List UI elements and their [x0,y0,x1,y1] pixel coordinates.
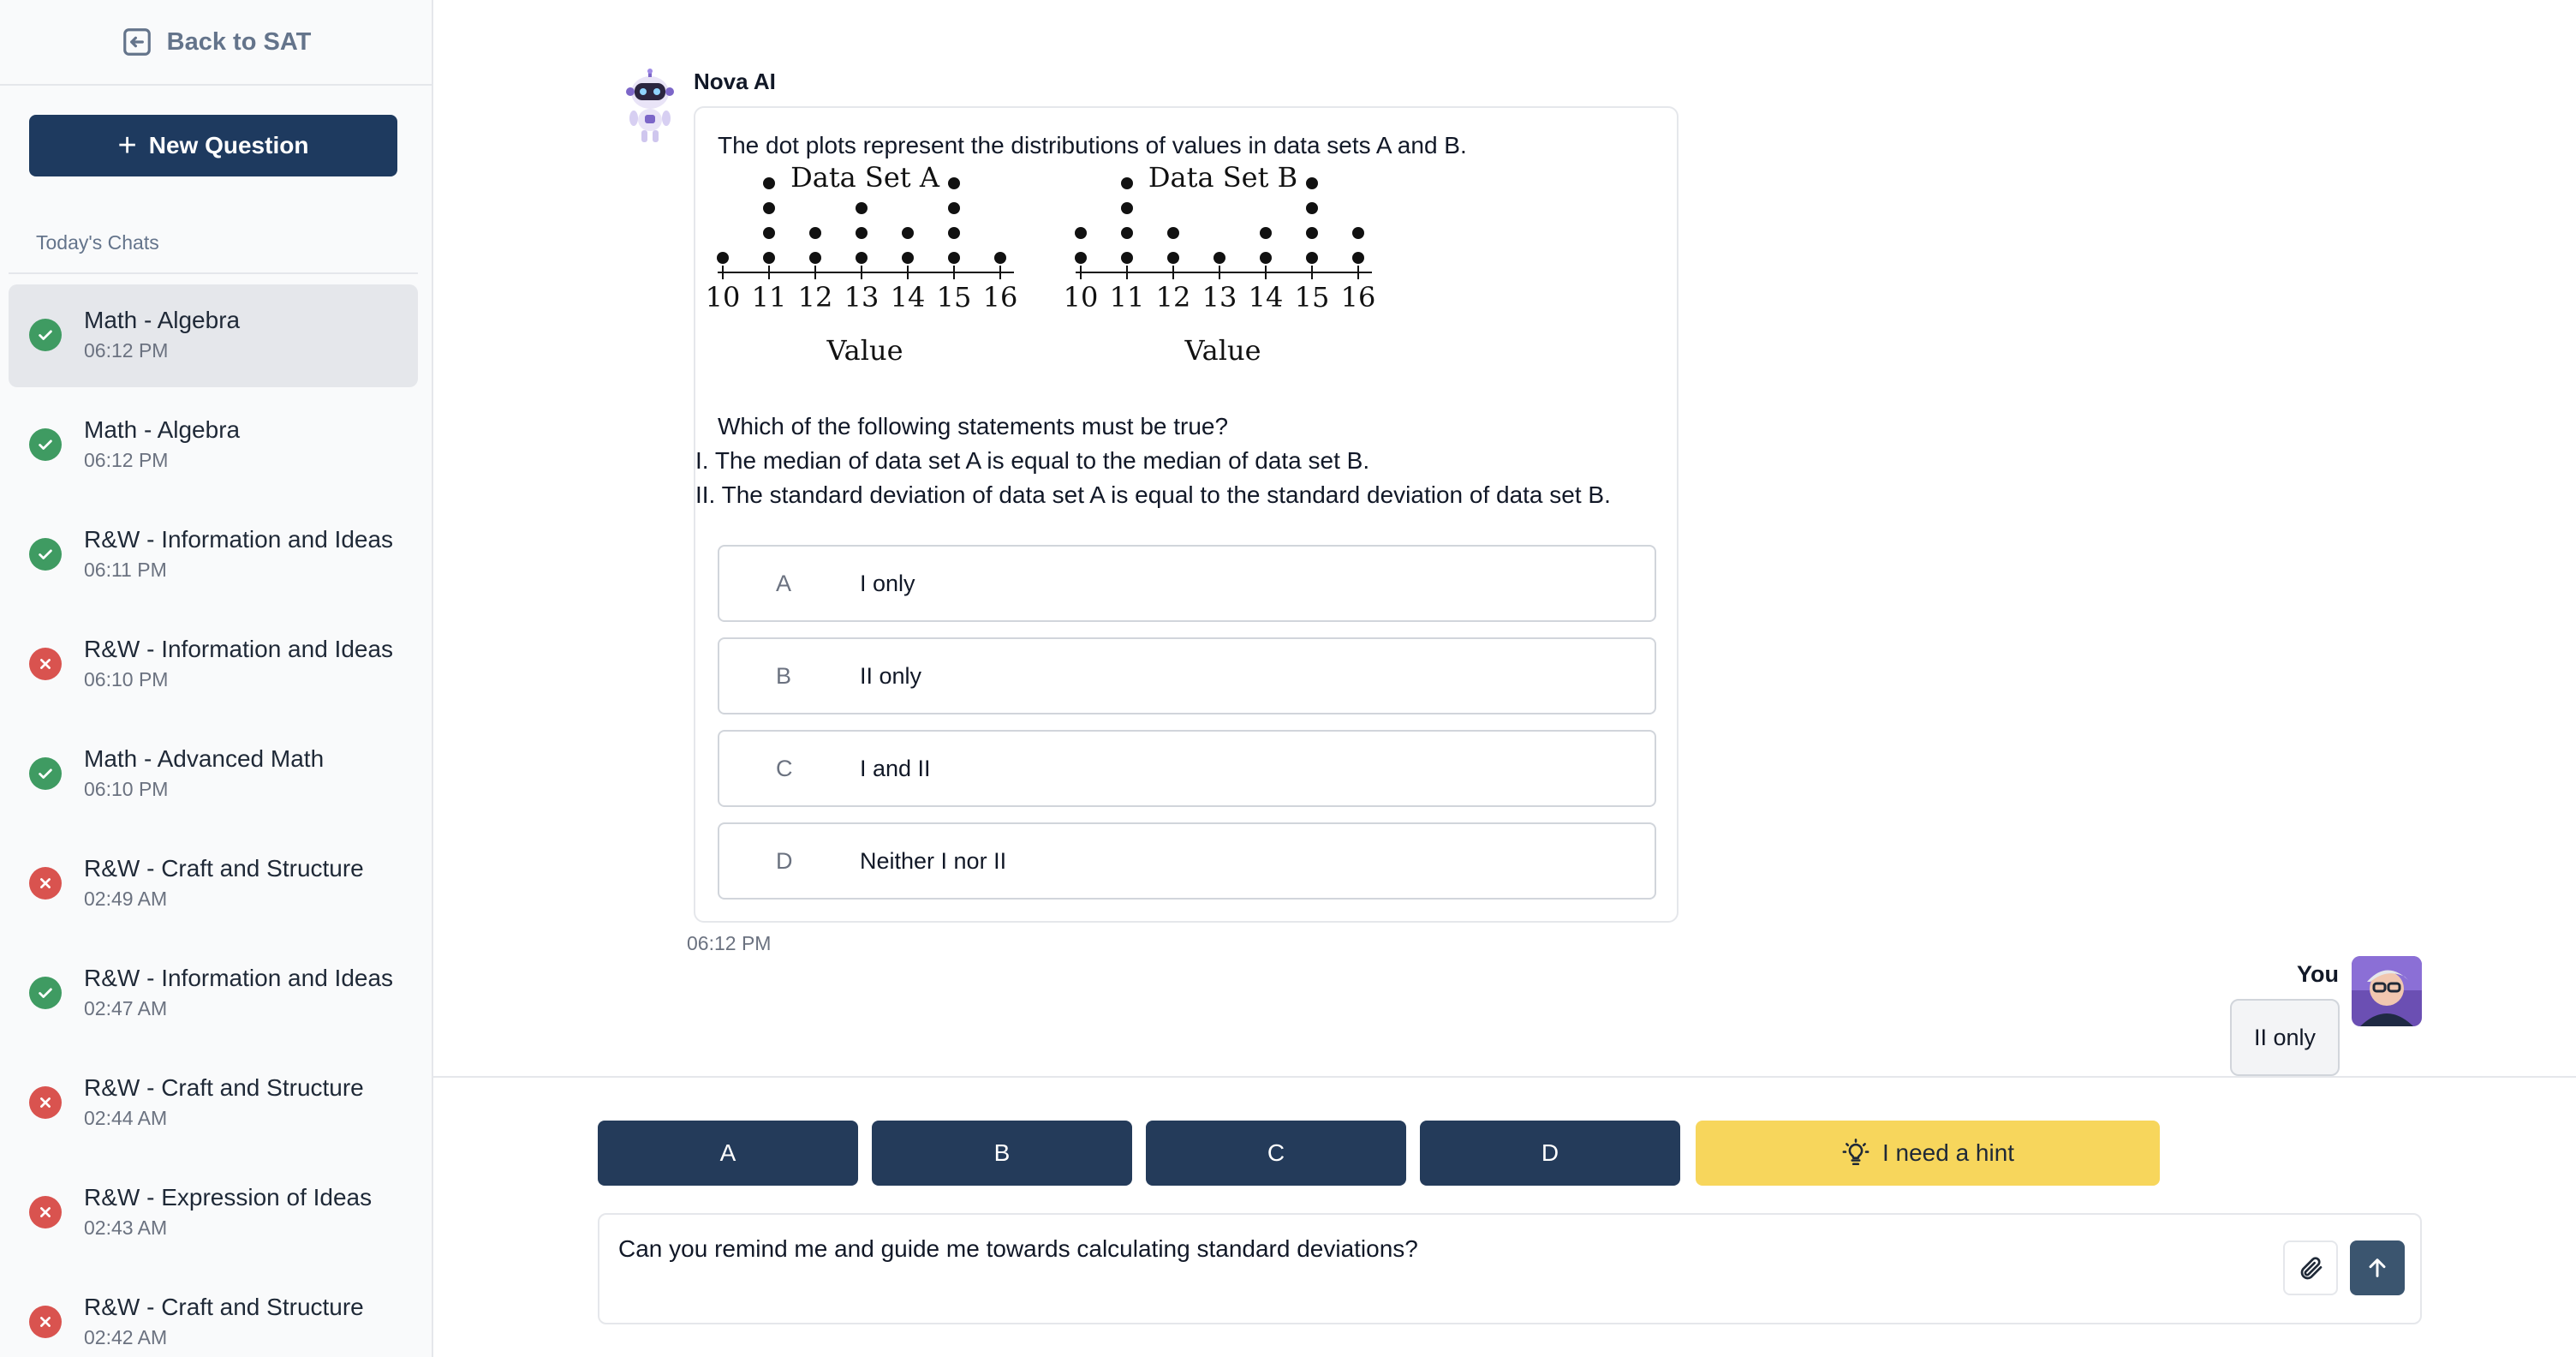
check-icon [36,545,55,564]
data-dot [1260,252,1272,264]
answer-b-button[interactable]: B [872,1121,1132,1186]
new-question-label: New Question [148,132,309,158]
x-tick-label: 14 [890,281,926,314]
chat-title: R&W - Craft and Structure [84,1074,364,1101]
option-letter: C [776,756,793,781]
option-a[interactable] [718,545,1656,622]
check-icon [36,983,55,1002]
chat-time: 06:11 PM [84,559,167,581]
sidebar [0,0,433,1357]
option-c[interactable] [718,730,1656,807]
hint-label: I need a hint [1881,1139,2015,1166]
x-tick-label: 16 [1340,281,1376,314]
data-dot [948,252,960,264]
data-dot [1121,177,1133,189]
incorrect-status-icon [29,1086,62,1119]
option-letter: B [776,663,792,689]
answer-options [718,545,1656,915]
chat-title: R&W - Information and Ideas [84,526,394,553]
x-axis-label: Value [826,334,903,367]
x-tick-label: 15 [936,281,972,314]
composer [433,1076,2576,1357]
chat-title: Math - Algebra [84,307,241,333]
chat-time: 02:49 AM [84,888,168,910]
statement-one: I. The median of data set A is equal to the median of data set B. [695,447,1370,474]
data-dot [1075,252,1087,264]
chat-title: R&W - Information and Ideas [84,965,394,991]
data-dot [994,252,1006,264]
dot-plot [1064,161,1376,367]
chat-item[interactable] [9,504,418,607]
lightbulb-icon [1841,1139,1870,1168]
dot-plot [706,161,1017,367]
chat-time: 06:10 PM [84,668,169,690]
x-icon [36,874,55,893]
data-dot [1352,252,1364,264]
x-tick-label: 15 [1294,281,1330,314]
x-axis-label: Value [1184,334,1261,367]
data-dot [856,252,868,264]
chat-time: 06:10 PM [84,778,169,800]
x-tick-label: 11 [751,281,787,314]
dot-plots [706,158,1408,432]
user-name: You [2297,961,2339,987]
chat-main [433,0,2576,1357]
check-icon [36,435,55,454]
user-message: II only [2230,999,2340,1076]
incorrect-status-icon [29,867,62,900]
answer-d-button[interactable]: D [1420,1121,1680,1186]
back-to-sat-link[interactable] [0,0,432,86]
chat-title: Math - Advanced Math [84,745,325,772]
x-tick-label: 12 [797,281,833,314]
answer-c-button[interactable]: C [1146,1121,1406,1186]
chat-time: 02:43 AM [84,1217,168,1239]
question-prompt: Which of the following statements must be true? [718,413,1229,439]
data-dot [763,202,775,214]
option-letter: A [776,571,792,596]
chat-item[interactable] [9,723,418,826]
correct-status-icon [29,538,62,571]
x-tick-label: 16 [982,281,1018,314]
data-dot [1352,227,1364,239]
chat-item[interactable] [9,1162,418,1264]
question-card [694,106,1679,923]
data-dot [1121,202,1133,214]
option-d[interactable] [718,822,1656,900]
data-dot [856,202,868,214]
x-tick-label: 10 [1063,281,1099,314]
data-dot [856,227,868,239]
x-tick-label: 14 [1248,281,1284,314]
x-tick-label: 12 [1155,281,1191,314]
option-letter: D [776,848,793,874]
incorrect-status-icon [29,1196,62,1228]
chat-item[interactable] [9,942,418,1045]
data-dot [1306,177,1318,189]
data-dot [1306,202,1318,214]
x-icon [36,1093,55,1112]
x-icon [36,1203,55,1222]
data-dot [809,252,821,264]
data-dot [1121,227,1133,239]
attach-button[interactable] [2283,1240,2338,1295]
plot-title: Data Set A [790,161,939,194]
option-text: II only [860,663,922,689]
chat-list [9,284,418,1357]
x-tick-label: 11 [1109,281,1145,314]
message-timestamp: 06:12 PM [687,932,772,954]
check-icon [36,326,55,344]
divider [9,272,418,274]
chat-item[interactable] [9,1271,418,1357]
data-dot [902,227,914,239]
data-dot [948,227,960,239]
correct-status-icon [29,428,62,461]
chat-title: R&W - Information and Ideas [84,636,394,662]
data-dot [1306,227,1318,239]
user-avatar [2352,956,2422,1026]
chat-time: 06:12 PM [84,449,169,471]
todays-chats-label: Today's Chats [36,231,159,254]
data-dot [948,177,960,189]
chat-time: 02:44 AM [84,1107,168,1129]
correct-status-icon [29,757,62,790]
correct-status-icon [29,319,62,351]
option-text: Neither I nor II [860,848,1007,874]
plot-title: Data Set B [1148,161,1298,194]
data-dot [763,227,775,239]
x-icon [36,1312,55,1331]
bot-name: Nova AI [694,69,776,94]
check-icon [36,764,55,783]
data-dot [763,252,775,264]
back-to-sat-label: Back to SAT [166,27,312,56]
chat-time: 02:47 AM [84,997,168,1019]
hint-button[interactable] [1696,1121,2160,1186]
chat-item[interactable] [9,394,418,497]
arrow-up-icon [2364,1254,2391,1282]
data-dot [1213,252,1225,264]
data-dot [1075,227,1087,239]
robot-avatar-icon [618,69,682,146]
x-tick-label: 13 [844,281,880,314]
answer-a-button[interactable]: A [598,1121,858,1186]
new-question-button[interactable] [29,115,397,176]
data-dot [1167,252,1179,264]
chat-title: R&W - Craft and Structure [84,855,364,882]
message-input[interactable] [598,1213,2422,1324]
chat-time: 06:12 PM [84,339,169,362]
chat-title: Math - Algebra [84,416,241,443]
send-button[interactable] [2350,1240,2405,1295]
option-text: I and II [860,756,931,781]
incorrect-status-icon [29,1306,62,1338]
paperclip-icon [2297,1254,2324,1282]
chat-item[interactable] [9,284,418,387]
statement-two: II. The standard deviation of data set A is equal to the standard deviation of data set B. [695,481,1611,508]
data-dot [1260,227,1272,239]
plus-icon: + [117,128,137,164]
x-tick-label: 13 [1202,281,1237,314]
data-dot [1306,252,1318,264]
question-intro: The dot plots represent the distributions of values in data sets A and B. [718,132,1467,158]
x-icon [36,655,55,673]
arrow-left-box-icon [121,26,153,58]
chat-item[interactable] [9,1052,418,1155]
data-dot [902,252,914,264]
chat-title: R&W - Craft and Structure [84,1294,364,1320]
data-dot [763,177,775,189]
option-text: I only [860,571,915,596]
chat-item[interactable] [9,833,418,936]
chat-item[interactable] [9,613,418,716]
x-tick-label: 10 [706,281,741,314]
message-input-text: Can you remind me and guide me towards calculating standard deviations? [618,1235,1418,1262]
chat-time: 02:42 AM [84,1326,168,1348]
data-dot [948,202,960,214]
incorrect-status-icon [29,648,62,680]
chat-title: R&W - Expression of Ideas [84,1184,373,1211]
data-dot [1121,252,1133,264]
option-b[interactable] [718,637,1656,714]
data-dot [809,227,821,239]
correct-status-icon [29,977,62,1009]
data-dot [1167,227,1179,239]
data-dot [717,252,729,264]
